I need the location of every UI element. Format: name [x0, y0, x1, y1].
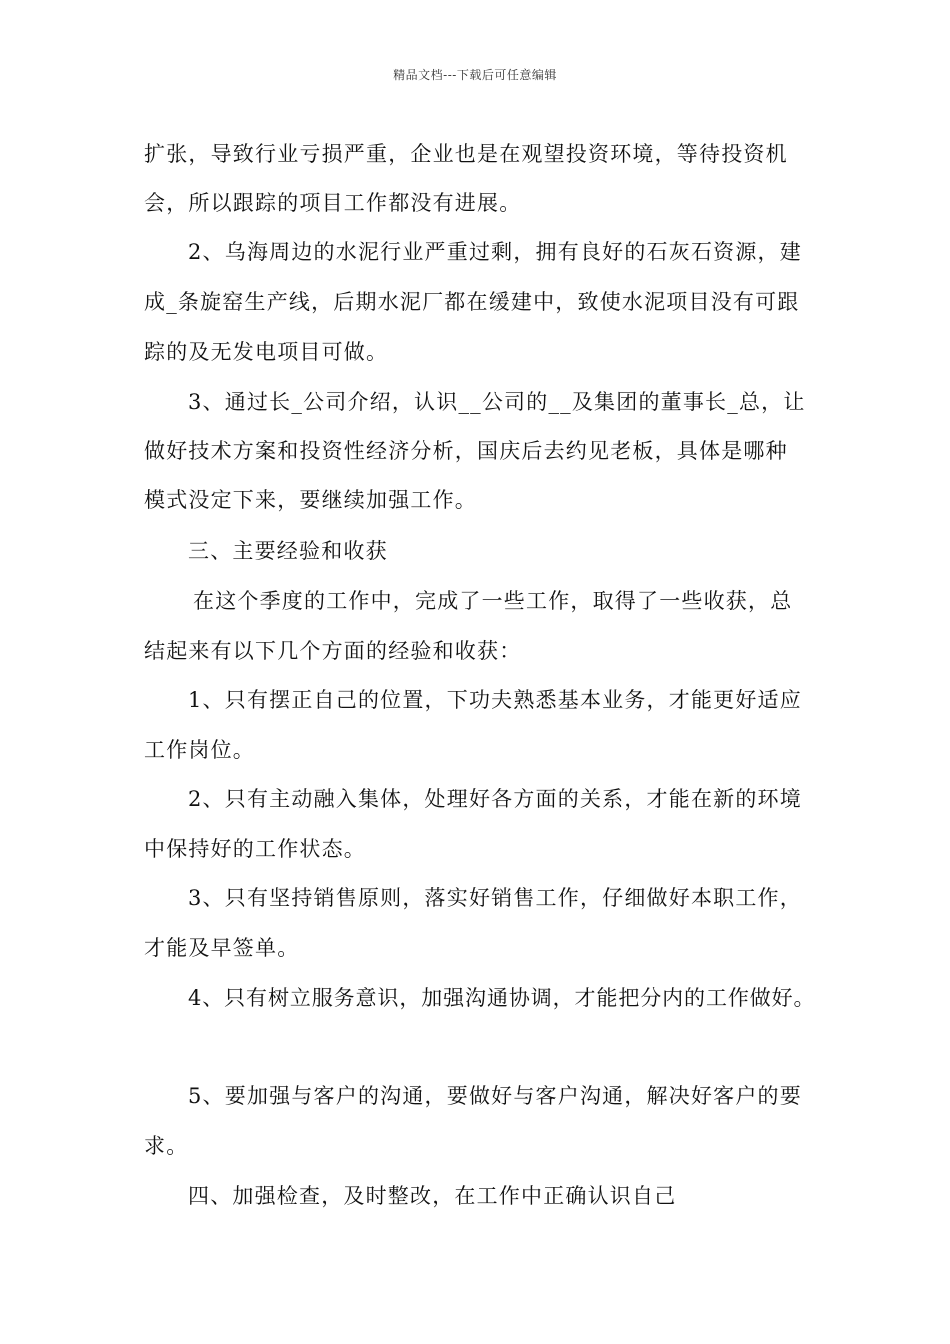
- paragraph-line: 结起来有以下几个方面的经验和收获：: [144, 639, 522, 663]
- paragraph-line: 才能及早签单。: [144, 936, 300, 960]
- paragraph-line: 模式没定下来，要继续加强工作。: [144, 488, 477, 512]
- paragraph-line: 3、通过长_公司介绍，认识__公司的__及集团的董事长_总，让: [188, 390, 806, 414]
- section-heading: 三、主要经验和收获: [188, 539, 388, 563]
- paragraph-line: 工作岗位。: [144, 738, 255, 762]
- paragraph-line: 求。: [144, 1134, 189, 1158]
- paragraph-line: 中保持好的工作状态。: [144, 837, 366, 861]
- paragraph-line: 1、只有摆正自己的位置，下功夫熟悉基本业务，才能更好适应: [188, 688, 802, 712]
- paragraph-line: 在这个季度的工作中，完成了一些工作，取得了一些收获，总: [193, 589, 793, 613]
- paragraph-line: 扩张，导致行业亏损严重，企业也是在观望投资环境，等待投资机: [144, 142, 788, 166]
- paragraph-line: 成_条旋窑生产线，后期水泥厂都在缓建中，致使水泥项目没有可跟: [144, 290, 800, 314]
- paragraph-line: 踪的及无发电项目可做。: [144, 340, 389, 364]
- paragraph-line: 3、只有坚持销售原则，落实好销售工作，仔细做好本职工作，: [188, 886, 802, 910]
- paragraph-line: 5、要加强与客户的沟通，要做好与客户沟通，解决好客户的要: [188, 1084, 802, 1108]
- paragraph-line: 会，所以跟踪的项目工作都没有进展。: [144, 191, 522, 215]
- paragraph-line: 2、只有主动融入集体，处理好各方面的关系，才能在新的环境: [188, 787, 802, 811]
- paragraph-line: 2、乌海周边的水泥行业严重过剩，拥有良好的石灰石资源，建: [188, 240, 802, 264]
- page-header: 精品文档---下载后可任意编辑: [393, 68, 557, 82]
- paragraph-line: 做好技术方案和投资性经济分析，国庆后去约见老板，具体是哪种: [144, 439, 788, 463]
- section-heading: 四、加强检查，及时整改，在工作中正确认识自己: [188, 1184, 677, 1208]
- paragraph-line: 4、只有树立服务意识，加强沟通协调，才能把分内的工作做好。: [188, 986, 816, 1010]
